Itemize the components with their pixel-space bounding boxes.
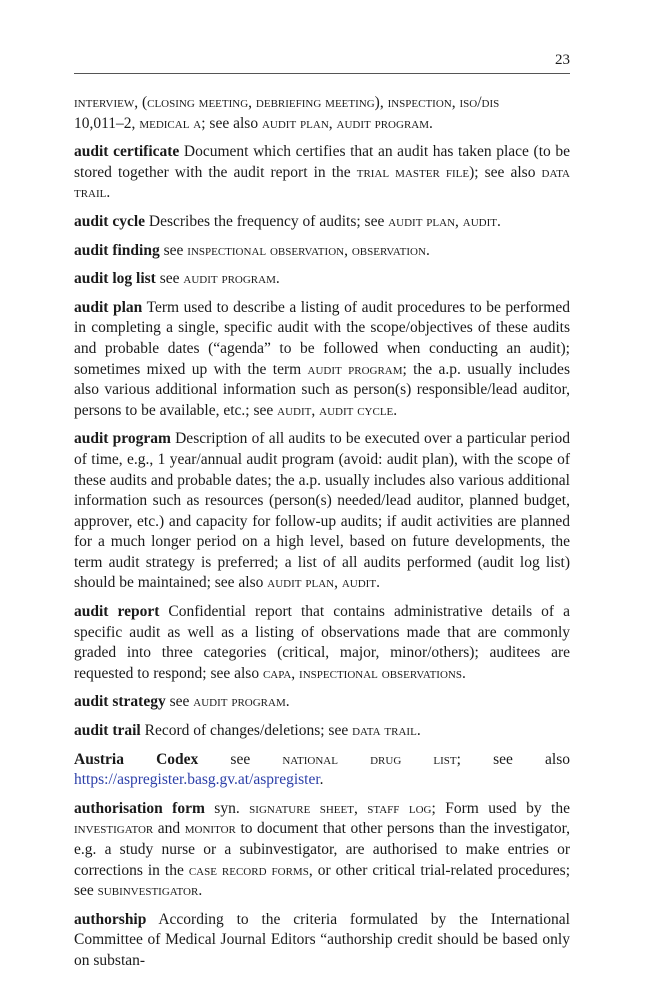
entry-text: see (159, 241, 188, 259)
cross-reference: audit, audit cycle (277, 401, 394, 419)
entry-term: audit log list (74, 270, 156, 288)
entry-term: audit certificate (74, 143, 180, 161)
cross-reference: medical a (139, 114, 202, 132)
cross-reference: data trail (74, 163, 570, 202)
entry-text: . (275, 270, 280, 288)
entry-term: audit program (74, 430, 171, 448)
cross-reference: audit plan, audit (267, 574, 377, 592)
cross-reference: monitor (184, 820, 236, 838)
entry-continuation (74, 93, 570, 134)
cross-reference: audit plan, audit (388, 212, 497, 230)
entry-audit-cycle (74, 212, 570, 233)
entry-text: 10,011–2, (74, 114, 140, 132)
entry-audit-trail (74, 721, 570, 742)
aspregister-link[interactable]: https://aspregister.basg.gv.at/aspregister (74, 771, 320, 789)
entry-text: . (393, 401, 398, 419)
entry-audit-report (74, 602, 570, 684)
entry-text: Record of changes/deletions; see (140, 722, 353, 740)
entry-text: syn. (204, 799, 250, 817)
entry-text: . (285, 693, 290, 711)
cross-reference: audit plan, audit program (261, 114, 430, 132)
entry-term: audit report (74, 603, 160, 621)
entry-text: . (198, 882, 203, 900)
entry-text: According to the criteria formulated by the International Committee of Medical Journal Editors “authorship credit should be based only on substan- (74, 910, 570, 969)
entry-text: . (416, 722, 421, 740)
entry-text: Term used to describe a listing of audit procedures to be performed in completing a single, specific audit with the scope/objectives of these audits and probable dates (“agenda” to be followed when conducting an audit); sometimes mixed up with the term (74, 298, 570, 378)
cross-reference: inspectional observation, observation (187, 241, 426, 259)
page-number: 23 (555, 52, 570, 68)
entry-text: . (319, 771, 324, 789)
entry-text: Document which certifies that an audit has taken place (to be stored together with the audit report in the (74, 143, 570, 181)
entry-text: . (425, 241, 430, 259)
entry-term: Austria Codex (74, 750, 199, 768)
entry-audit-finding (74, 241, 570, 262)
entry-text: ; Form used by the (431, 799, 570, 817)
entry-term: audit strategy (74, 693, 166, 711)
entry-audit-plan (74, 298, 570, 422)
entry-text: . (376, 574, 380, 592)
entry-text: Describes the frequency of audits; see (145, 212, 389, 230)
entry-audit-program (74, 429, 570, 594)
header-rule (74, 73, 570, 74)
entry-audit-strategy (74, 692, 570, 713)
entry-term: audit plan (74, 298, 143, 316)
entry-text: ; see also (456, 750, 570, 768)
entry-text: ; the a.p. usually includes also various additional information such as person(s) responsible/lead auditor, persons to be available, etc.; see (74, 360, 570, 419)
entry-text: to document that other persons than the investigator, e.g. a study nurse or a subinvestigator, are authorised to make entries or corrections in the (74, 820, 570, 879)
entry-text: see (198, 750, 283, 768)
entry-austria-codex (74, 750, 570, 791)
entry-text: . (496, 212, 501, 230)
cross-reference: subinvestigator (97, 882, 199, 900)
cross-reference: signature sheet, staff log (249, 799, 432, 817)
cross-reference: interview, (closing meeting, debriefing meeting), inspection, iso/dis (74, 94, 500, 111)
entry-text: and (153, 820, 185, 838)
cross-reference: case record forms (188, 861, 309, 879)
entry-audit-certificate (74, 142, 570, 204)
entry-text: ); see also (469, 163, 542, 181)
entry-authorship (74, 910, 570, 972)
cross-reference: capa, inspectional observations (262, 664, 462, 682)
entry-audit-log-list (74, 269, 570, 290)
entry-text: see (155, 270, 184, 288)
entry-term: audit trail (74, 722, 141, 740)
cross-reference: audit program (307, 360, 403, 378)
cross-reference: data trail (352, 722, 417, 740)
cross-reference: national drug list (282, 750, 457, 768)
entry-term: authorship (74, 910, 147, 928)
entry-text: Description of all audits to be executed over a particular period of time, e.g., 1 year/annual audit program (avoid: audit plan), with the scope of these audits and probable dates; the a.p. usually includes also various additional information such as resources (person(s) needed/lead auditor, planned budget, approver, etc.) and capacity for follow-up audits; if audit activities are planned for a much longer period on a high level, based on future developments, the term audit strategy is preferred; a list of all audits performed (audit log list) should be maintained; see also (74, 430, 570, 592)
entry-text: ; see also (201, 114, 262, 132)
glossary-column (74, 93, 570, 980)
entry-text: Confidential report that contains administrative details of a specific audit as well as a listing of observations made that are commonly graded into three categories (critical, major, minor/others); auditees are requested to respond; see also (74, 603, 570, 682)
cross-reference: trial master file (356, 163, 470, 181)
cross-reference: investigator (74, 820, 154, 838)
cross-reference: audit program (193, 693, 286, 711)
entry-text: . (461, 664, 466, 682)
entry-term: audit cycle (74, 212, 146, 230)
entry-text: . (429, 114, 433, 132)
entry-term: authorisation form (74, 799, 205, 817)
entry-text: , or other critical trial-related procedures; see (74, 861, 570, 900)
entry-term: audit finding (74, 241, 160, 259)
entry-text: . (106, 184, 111, 202)
entry-authorisation-form (74, 799, 570, 902)
cross-reference: audit program (183, 270, 276, 288)
entry-text: see (165, 693, 194, 711)
